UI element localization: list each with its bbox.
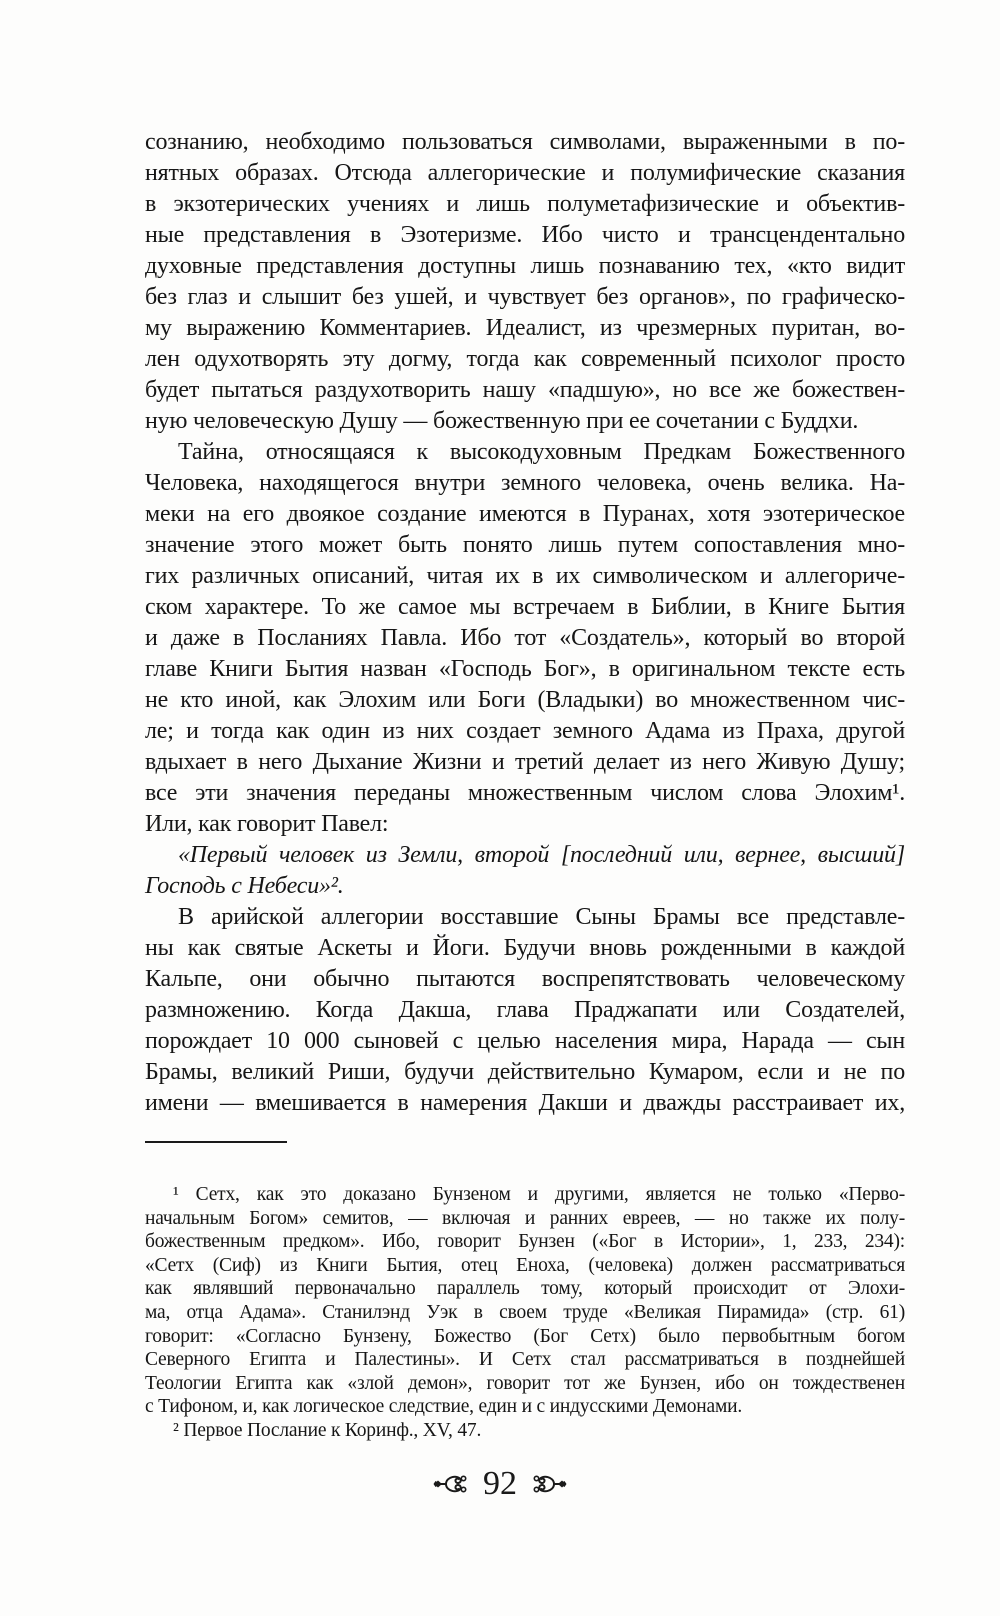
text-line: нятных образах. Отсюда аллегорические и полумифические сказания	[145, 160, 905, 186]
text-line: Господь с Небеси»².	[145, 873, 344, 899]
text-line: в экзотерических учениях и лишь полуметафизические и объектив-	[145, 191, 905, 217]
text-line: ле; и тогда как один из них создает земного Адама из Праха, другой	[145, 718, 905, 744]
text-line: ную человеческую Душу — божественную при ее сочетании с Буддхи.	[145, 408, 859, 434]
text-line: говорит: «Согласно Бунзену, Божество (Бог Сетх) было первобытным богом	[145, 1325, 905, 1347]
text-line: имени — вмешивается в намерения Дакши и дважды расстраивает их,	[145, 1090, 905, 1116]
text-line: вдыхает в него Дыхание Жизни и третий делает из него Живую Душу;	[145, 749, 905, 775]
text-line: будет пытаться раздухотворить нашу «падшую», но все же божествен-	[145, 377, 905, 403]
text-line: и даже в Посланиях Павла. Ибо тот «Создатель», который во второй	[145, 625, 905, 651]
paragraph	[145, 902, 905, 1119]
text-line: порождает 10 000 сыновей с целью населения мира, Нарада — сын	[145, 1028, 905, 1054]
text-line: Брамы, великий Риши, будучи действительно Кумаром, если и не по	[145, 1059, 905, 1085]
body-text	[145, 127, 905, 1119]
text-line: начальным Богом» семитов, — включая и ранних евреев, — но также их полу-	[145, 1207, 905, 1229]
text-line: размножению. Когда Дакша, глава Праджапати или Создателей,	[145, 997, 905, 1023]
paragraph	[145, 437, 905, 840]
text-line: Или, как говорит Павел:	[145, 811, 389, 837]
page-footer	[0, 1464, 1000, 1502]
fleuron-left-icon	[433, 1470, 467, 1498]
text-line: все эти значения переданы множественным числом слова Элохим¹.	[145, 780, 905, 806]
page-number: 92	[483, 1464, 517, 1502]
text-line: ны как святые Аскеты и Йоги. Будучи вновь рожденными в каждой	[145, 935, 905, 961]
text-line: гих различных описаний, читая их в их символическом и аллегориче-	[145, 563, 905, 589]
text-line: ¹ Сетх, как это доказано Бунзеном и другими, является не только «Перво-	[173, 1184, 905, 1205]
footnote	[145, 1183, 905, 1419]
text-line: без глаз и слышит без ушей, и чувствует без органов», по графическо-	[145, 284, 905, 310]
text-line: Тайна, относящаяся к высокодуховным Предкам Божественного	[178, 439, 905, 465]
footnotes	[145, 1183, 905, 1443]
text-line: «Сетх (Сиф) из Книги Бытия, отец Еноха, (человека) должен рассматриваться	[145, 1254, 905, 1276]
text-line: духовные представления доступны лишь познаванию тех, «кто видит	[145, 253, 905, 279]
text-line: с Тифоном, и, как логическое следствие, един и с индусскими Демонами.	[145, 1396, 743, 1418]
text-line: лен одухотворять эту догму, тогда как современный психолог просто	[145, 346, 905, 372]
text-line: меки на его двоякое создание имеются в Пуранах, хотя эзотерическое	[145, 501, 905, 527]
text-line: значение этого может быть понято лишь путем сопоставления мно-	[145, 532, 905, 558]
text-line: ные представления в Эзотеризме. Ибо чисто и трансцендентально	[145, 222, 905, 248]
text-line: как являвший первоначально параллель тому, который происходит от Элохи-	[145, 1278, 905, 1300]
paragraph	[145, 127, 905, 437]
text-line: не кто иной, как Элохим или Боги (Владыки) во множественном чис-	[145, 687, 905, 713]
text-line: ² Первое Послание к Коринф., XV, 47.	[173, 1419, 482, 1441]
text-line: «Первый человек из Земли, второй [последний или, вернее, высший]	[178, 842, 905, 868]
text-line: ском характере. То же самое мы встречаем в Библии, в Книге Бытия	[145, 594, 905, 620]
text-line: Северного Египта и Палестины». И Сетх стал рассматриваться в позднейшей	[145, 1349, 905, 1371]
text-line: В арийской аллегории восставшие Сыны Брамы все представле-	[178, 904, 905, 930]
text-line: му выражению Комментариев. Идеалист, из чрезмерных пуритан, во-	[145, 315, 905, 341]
text-line: главе Книги Бытия назван «Господь Бог», в оригинальном тексте есть	[145, 656, 905, 682]
text-line: божественным предком». Ибо, говорит Бунзен («Бог в Истории», 1, 233, 234):	[145, 1231, 905, 1253]
text-line: Человека, находящегося внутри земного человека, очень велика. На-	[145, 470, 905, 496]
text-line: сознанию, необходимо пользоваться символами, выраженными в по-	[145, 129, 905, 155]
text-line: Кальпе, они обычно пытаются воспрепятствовать человеческому	[145, 966, 905, 992]
paragraph	[145, 840, 905, 902]
fleuron-right-icon	[533, 1470, 567, 1498]
text-line: ма, отца Адама». Станилэнд Уэк в своем труде «Великая Пирамида» (стр. 61)	[145, 1301, 905, 1323]
text-line: Теологии Египта как «злой демон», говорит тот же Бунзен, ибо он тождественен	[145, 1372, 905, 1394]
footnote	[145, 1419, 905, 1443]
footnote-separator	[145, 1141, 287, 1143]
